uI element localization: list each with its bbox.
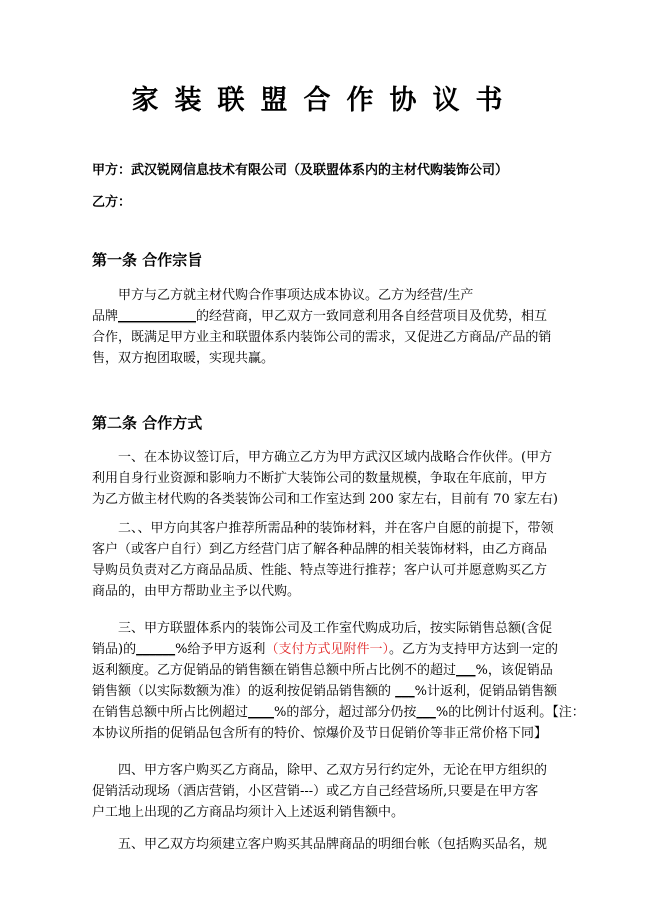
p4-line-2: 促销活动现场（酒店营销，小区营销---）或乙方自己经营场所,只要是在甲方客	[92, 784, 539, 799]
excess-rate-blank: ___	[416, 705, 436, 720]
p2-line-2: 客户（或客户自行）到乙方经营门店了解各种品牌的相关装饰材料，由乙方商品	[92, 542, 548, 557]
p1-line-3: 为乙方做主材代购的各类装饰公司和工作室达到 200 家左右，目前有 70 家左右)	[92, 492, 558, 507]
p3-line-1: 三、甲方联盟体系内的装饰公司及工作室代购成功后，按实际销售总额(含促	[118, 621, 553, 636]
article2-para-3	[92, 618, 585, 744]
article1-heading: 第一条 合作宗旨	[92, 251, 203, 269]
p2-line-1: 二、、甲方向其客户推荐所需品种的装饰材料，并在客户自愿的前提下，带领	[118, 521, 554, 536]
p3-line-2: 销品)的______%给予甲方返利（支付方式见附件一）。乙方为支持甲方达到一定的	[92, 642, 558, 657]
article1-body	[92, 285, 552, 369]
excess-blank: ____	[248, 705, 275, 720]
party-a: 甲方：武汉锐网信息技术有限公司（及联盟体系内的主材代购装饰公司）	[92, 163, 509, 178]
article2-para-5	[92, 834, 552, 855]
article2-para-4	[92, 760, 552, 823]
article2-para-1	[92, 447, 558, 510]
brand-blank: ____________	[118, 309, 197, 324]
p3-line-3: 返利额度。乙方促销品的销售额在销售总额中所占比例不的超过___%，该促销品	[92, 663, 553, 678]
article2-heading: 第二条 合作方式	[92, 414, 203, 432]
p4-line-1: 四、甲方客户购买乙方商品，除甲、乙双方另行约定外，无论在甲方组织的	[118, 763, 548, 778]
p3-line-5: 在销售总额中所占比例超过____%的部分，超过部分仍按___%的比例计付返利。【注：	[92, 705, 585, 720]
promo-limit-blank: ___	[456, 663, 476, 678]
p2-line-3: 导购员负责对乙方商品品质、性能、特点等进行推荐；客户认可并愿意购买乙方	[92, 563, 548, 578]
p1-line-2: 利用自身行业资源和影响力不断扩大装饰公司的数量规模，争取在年底前，甲方	[92, 471, 548, 486]
p3-line-6: 本协议所指的促销品包含所有的特价、惊爆价及节日促销价等非正常价格下同】	[92, 726, 548, 741]
article1-line-4: 售，双方抱团取暖，实现共赢。	[92, 351, 275, 366]
p4-line-3: 户工地上出现的乙方商品均须计入上述返利销售额中。	[92, 805, 405, 820]
promo-rebate-blank: ___	[395, 684, 415, 699]
p3-line-4: 销售额（以实际数额为准）的返利按促销品销售额的 ___%计返利，促销品销售额	[92, 684, 557, 699]
article1-line-3: 合作，既满足甲方业主和联盟体系内装饰公司的需求，又促进乙方商品/产品的销	[92, 330, 552, 345]
rebate-blank: ______	[136, 642, 176, 657]
party-b: 乙方：	[92, 195, 132, 210]
article2-para-2	[92, 518, 552, 602]
p5-line-1: 五、甲乙双方均须建立客户购买其品牌商品的明细台帐（包括购买品名，规	[118, 837, 548, 852]
article1-line-2: 品牌____________的经营商，甲乙双方一致同意利用各自经营项目及优势，相互	[92, 309, 548, 324]
document-title: 家装联盟合作协议书	[131, 85, 519, 116]
payment-note: （支付方式见附件一）	[265, 642, 389, 657]
p1-line-1: 一、在本协议签订后，甲方确立乙方为甲方武汉区域内战略合作伙伴。(甲方	[118, 450, 553, 465]
p2-line-4: 商品的，由甲方帮助业主予以代购。	[92, 584, 301, 599]
article1-line-1: 甲方与乙方就主材代购合作事项达成本协议。乙方为经营/生产	[118, 288, 474, 303]
